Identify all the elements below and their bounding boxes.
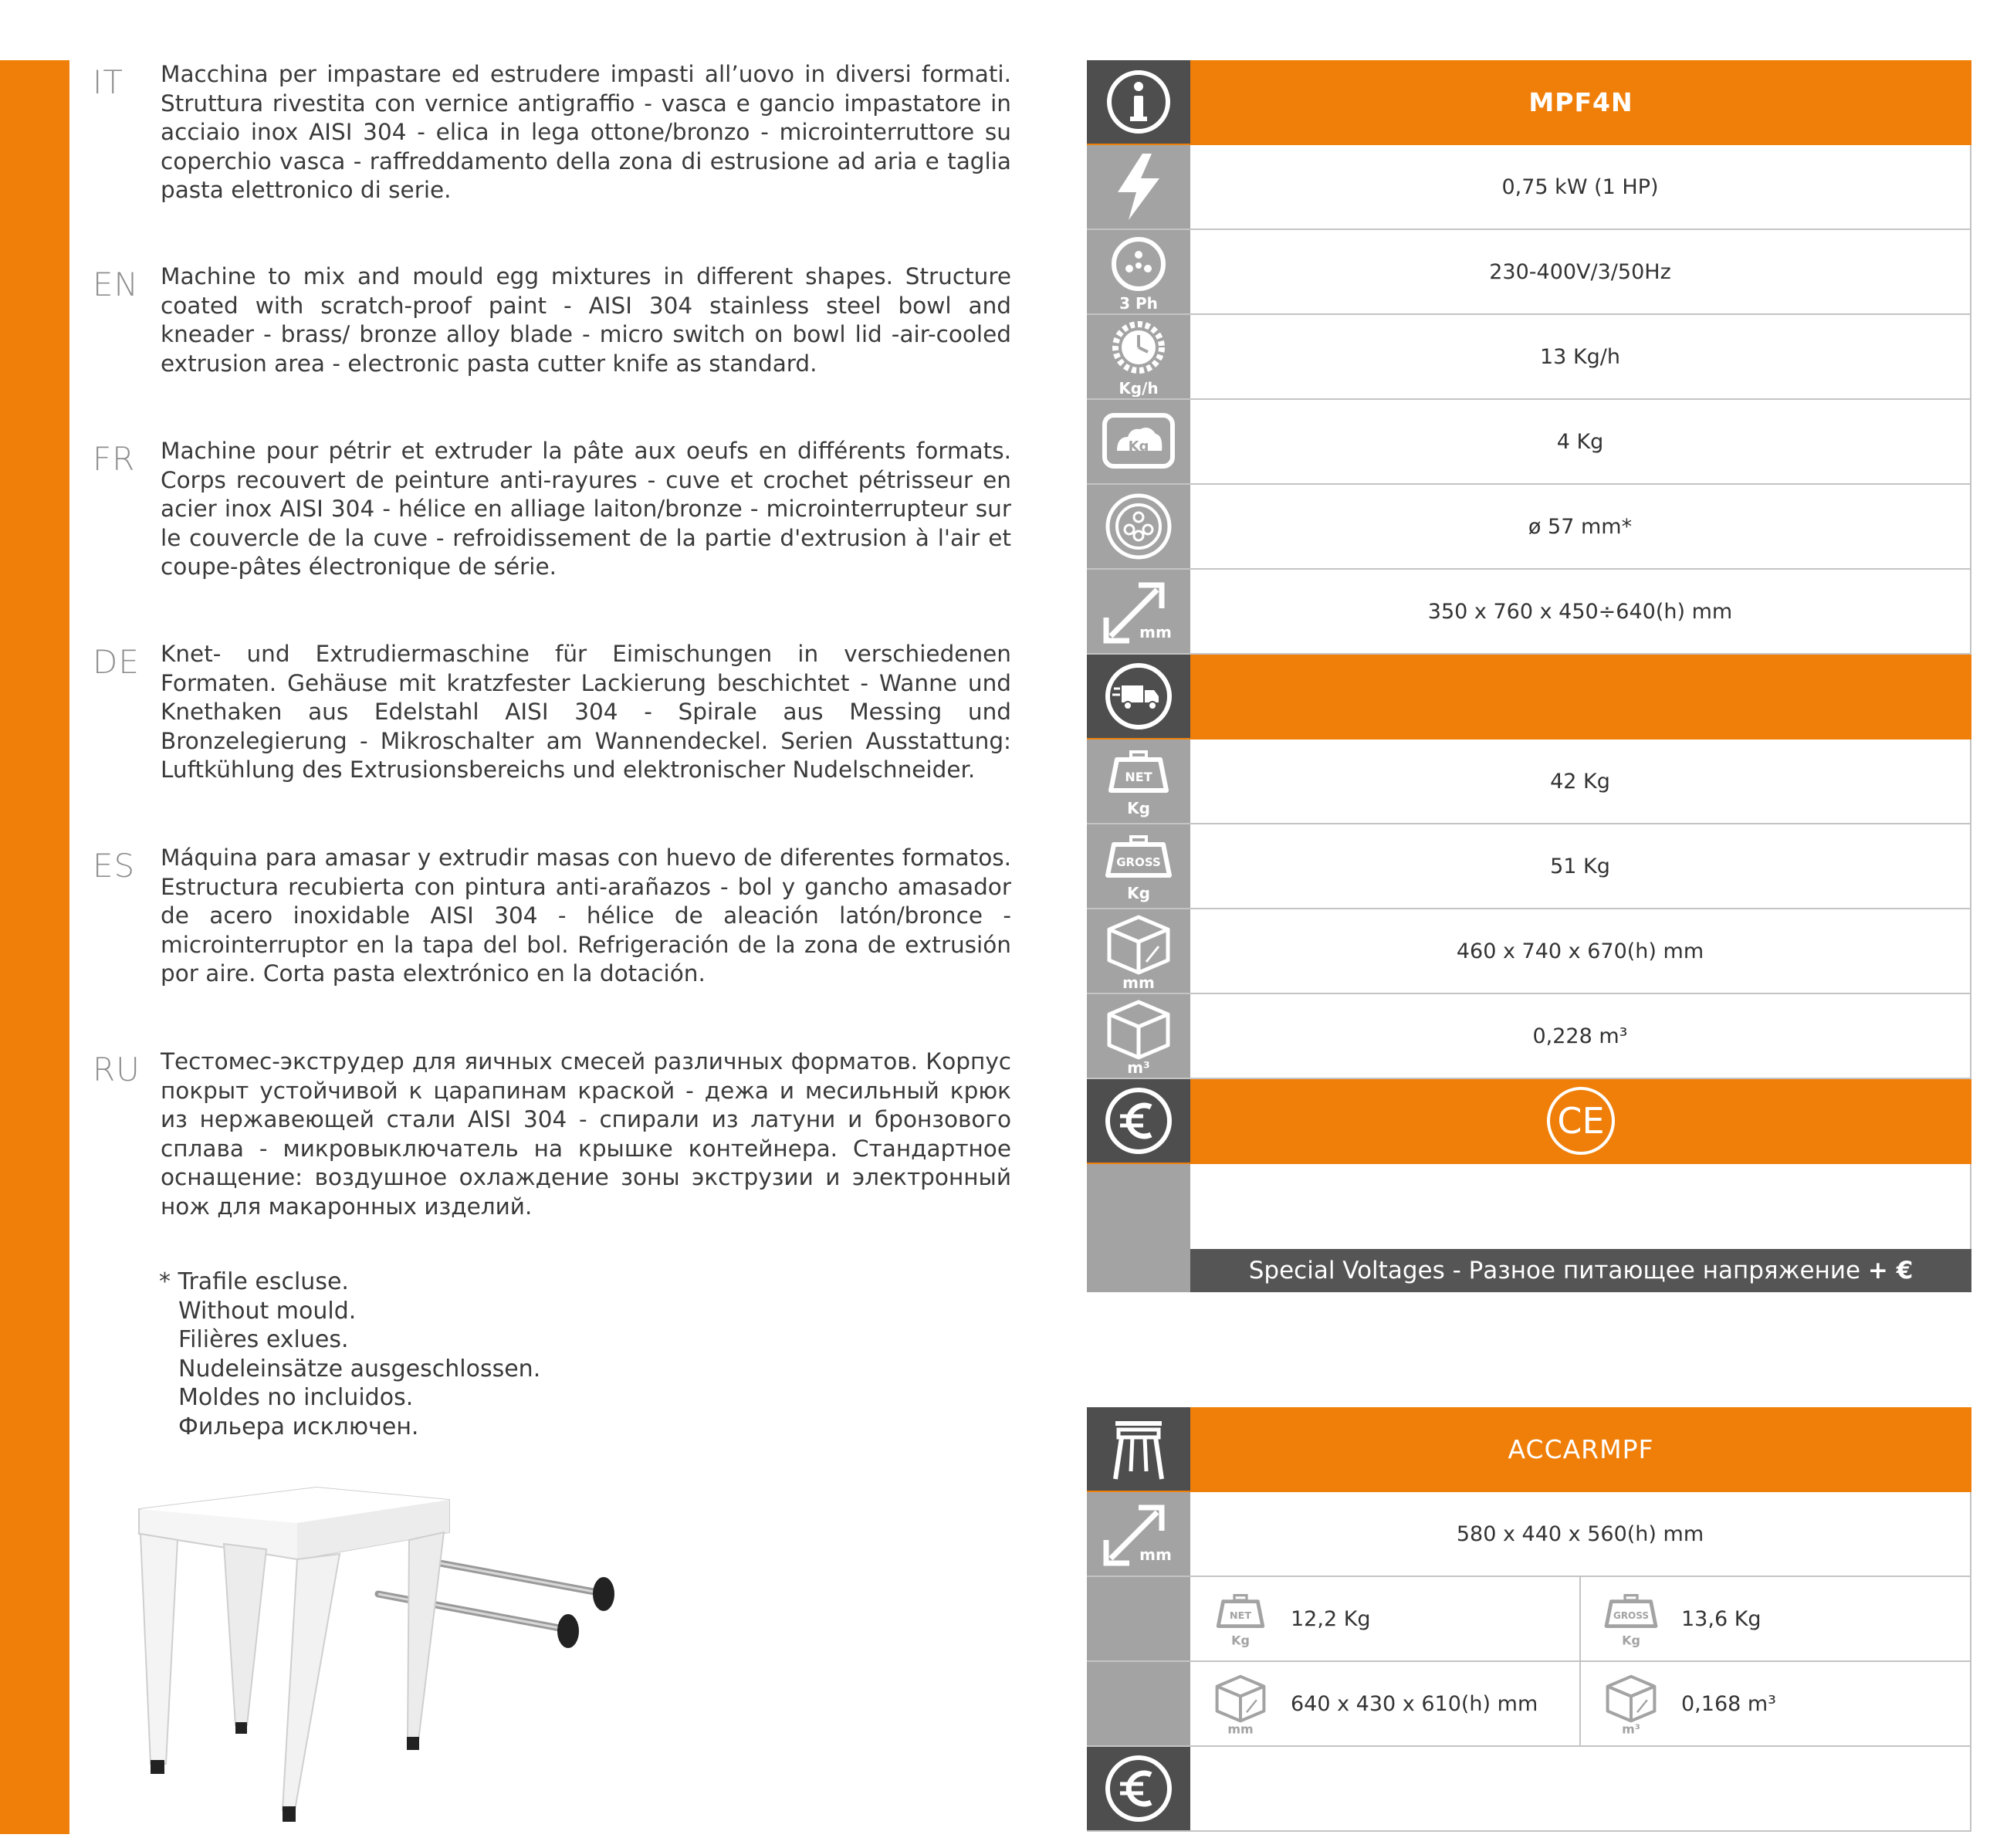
capacity-value: 4 Kg [1190, 400, 1971, 483]
icon-label: Kg/h [1119, 379, 1159, 397]
gross-weight-row [1087, 824, 1971, 909]
packing-value: 460 x 740 x 670(h) mm [1190, 909, 1971, 993]
power-value: 0,75 kW (1 HP) [1190, 145, 1971, 228]
description-it [93, 60, 1011, 205]
stand-product-image [131, 1478, 625, 1833]
accessory-volume-value: 0,168 m³ [1681, 1691, 1777, 1716]
description-text: Macchina per impastare ed estrudere impasti all’uovo in diversi formati. Struttura rivestita con vernice antigraffio - vasca e gancio impastatore in acciaio inox AISI 304 - elica in lega ottone/bronzo - microinterruttore su coperchio vasca - raffreddamento della zona di estrusione ad aria e taglia pasta elettronico di serie. [161, 61, 1011, 203]
die-value: ø 57 mm* [1190, 485, 1971, 568]
icon-label: mm [1227, 1721, 1254, 1737]
description-es [93, 844, 1011, 989]
lang-code: DE [93, 643, 140, 681]
ce-mark [1190, 1079, 1971, 1163]
icon-label: NET [1229, 1610, 1252, 1622]
description-text: Тестомес-экструдер для яичных смесей различных форматов. Корпус покрыт устойчивой к царапинам краской - дежа и месильный крюк из нержавеющей стали AISI 304 - спирали из латуни и бронзового сплава - микровыключатель на крышке контейнера. Стандартное оснащение: воздушное охлаждение зоны экструзии и электронный нож для макаронных изделий. [161, 1048, 1011, 1220]
packing-row [1087, 909, 1971, 994]
icon-label: Kg [1128, 438, 1149, 455]
special-voltages-suffix: + € [1867, 1257, 1914, 1284]
icon-label: 3 Ph [1119, 294, 1158, 312]
icon-label: Kg [1127, 799, 1150, 817]
net-weight-value: 42 Kg [1190, 740, 1971, 823]
accessory-table [1087, 1407, 1971, 1832]
lightning-icon [1087, 145, 1190, 228]
lang-code: RU [93, 1051, 140, 1088]
footnote-line: Nudeleinsätze ausgeschlossen. [178, 1355, 541, 1383]
lang-code: EN [93, 266, 139, 303]
description-text: Máquina para amasar y extrudir masas con huevo de diferentes formatos. Estructura recubierta con pintura anti-arañazos - bol y gancho amasador de acero inoxidable AISI 304 - hélice de aleación latón/bronce - microinterruptor en la tapa del bol. Refrigeración de la zona de extrusión por aire. Corta pasta elextrónico en la dotación. [161, 844, 1011, 987]
dimensions-row [1087, 570, 1971, 655]
gear-clock-icon [1087, 315, 1190, 398]
gross-weight-icon [1581, 1582, 1681, 1655]
stand-icon [1087, 1407, 1190, 1491]
capacity-row [1087, 400, 1971, 485]
description-text: Machine to mix and mould egg mixtures in different shapes. Structure coated with scratch-proof paint - AISI 304 stainless steel bowl and kneader - brass/ bronze alloy blade - micro switch on bowl lid -air-cooled extrusion area - electronic pasta cutter knife as standard. [161, 263, 1011, 377]
dimensions-arrow-icon [1087, 570, 1190, 653]
shipping-header [1190, 655, 1971, 738]
icon-label: m³ [1622, 1721, 1640, 1737]
icon-label: Kg [1231, 1633, 1250, 1648]
price-row [1087, 1164, 1971, 1249]
icon-label: GROSS [1116, 855, 1161, 869]
plug-3ph-icon [1087, 230, 1190, 313]
icon-label: m³ [1127, 1058, 1150, 1076]
accessory-weights-row [1087, 1577, 1971, 1662]
icon-label: GROSS [1613, 1610, 1650, 1621]
gross-weight-icon [1087, 824, 1190, 908]
icon-label: Kg [1127, 884, 1150, 902]
model-row [1087, 60, 1971, 145]
box-volume-icon [1581, 1667, 1681, 1740]
accessory-packing-value: 640 x 430 x 610(h) mm [1291, 1691, 1538, 1716]
footnote-line: Moldes no incluidos. [178, 1384, 414, 1411]
ce-label: CE [1557, 1100, 1605, 1142]
accessory-model-row [1087, 1407, 1971, 1492]
description-en [93, 262, 1011, 378]
net-weight-icon [1087, 740, 1190, 823]
die-disc-icon [1087, 485, 1190, 568]
accessory-dimensions-value: 580 x 440 x 560(h) mm [1190, 1492, 1971, 1576]
lang-code: ES [93, 847, 136, 885]
footnote-line: Filières exlues. [178, 1326, 349, 1353]
footnote [159, 1268, 540, 1441]
accessory-price-row [1087, 1747, 1971, 1832]
volume-row [1087, 994, 1971, 1079]
description-de [93, 640, 1011, 785]
footnote-line: * Trafile escluse. [159, 1268, 349, 1295]
voltage-value: 230-400V/3/50Hz [1190, 230, 1971, 313]
price-value [1190, 1164, 1971, 1249]
box-volume-icon [1087, 994, 1190, 1078]
accessory-packing-cell [1190, 1662, 1581, 1745]
accessory-gross-cell [1581, 1577, 1971, 1660]
dimensions-value: 350 x 760 x 450÷640(h) mm [1190, 570, 1971, 653]
volume-value: 0,228 m³ [1190, 994, 1971, 1078]
accessory-volume-cell [1581, 1662, 1971, 1745]
output-value: 13 Kg/h [1190, 315, 1971, 398]
icon-label: mm [1139, 623, 1172, 641]
icon-label: mm [1122, 973, 1155, 991]
accessory-dimensions-row [1087, 1492, 1971, 1577]
box-dimensions-icon [1087, 909, 1190, 993]
description-fr [93, 437, 1011, 582]
output-row [1087, 315, 1971, 400]
accessory-price-value [1190, 1747, 1971, 1830]
shipping-header-row [1087, 655, 1971, 740]
accessory-model-name: ACCARMPF [1508, 1433, 1654, 1464]
euro-icon [1087, 1079, 1190, 1163]
gross-weight-value: 51 Kg [1190, 824, 1971, 908]
net-weight-icon [1190, 1582, 1291, 1655]
accessory-net-weight-value: 12,2 Kg [1291, 1606, 1371, 1631]
dimensions-arrow-icon [1087, 1492, 1190, 1576]
icon-label: mm [1139, 1545, 1172, 1564]
voltage-row [1087, 230, 1971, 315]
special-voltages-label: Special Voltages - Разное питающее напряжение [1248, 1257, 1861, 1284]
price-header-row [1087, 1079, 1971, 1164]
side-accent-bar [0, 60, 69, 1834]
description-ru [93, 1048, 1011, 1221]
lang-code: IT [93, 63, 124, 101]
accessory-gross-weight-value: 13,6 Kg [1681, 1606, 1762, 1631]
box-dimensions-icon [1190, 1667, 1291, 1740]
description-text: Knet- und Extrudiermaschine für Eimischungen in verschiedenen Formaten. Gehäuse mit kratzfester Lackierung beschichtet - Wanne und Knethaken aus Edelstahl AISI 304 - Spirale aus Messing und Bronzelegierung - Mikroschalter am Wannendeckel. Serien Ausstattung: Luftkühlung des Extrusionsbereichs und elektronischer Nudelschneider. [161, 641, 1011, 783]
accessory-net-cell [1190, 1577, 1581, 1660]
info-icon [1087, 60, 1190, 144]
power-row [1087, 145, 1971, 230]
special-voltages-strip [1087, 1249, 1971, 1292]
spec-table [1087, 60, 1971, 1292]
model-name: MPF4N [1528, 86, 1633, 117]
die-row [1087, 485, 1971, 570]
icon-label: Kg [1622, 1633, 1640, 1648]
footnote-line: Фильера исключен. [178, 1413, 419, 1440]
net-weight-row [1087, 740, 1971, 824]
bowl-capacity-icon [1087, 400, 1190, 483]
accessory-packing-row [1087, 1662, 1971, 1747]
icon-label: NET [1125, 770, 1152, 784]
description-text: Machine pour pétrir et extruder la pâte aux oeufs en différents formats. Corps recouvert de peinture anti-rayures - cuve et crochet pétrisseur en acier inox AISI 304 - hélice en alliage laiton/bronze - microinterrupteur sur le couvercle de la cuve - refroidissement de la partie d'extrusion à l'air et coupe-pâtes électronique de série. [161, 438, 1011, 580]
footnote-line: Without mould. [178, 1297, 357, 1325]
euro-icon [1087, 1747, 1190, 1830]
lang-code: FR [93, 440, 136, 478]
truck-icon [1087, 655, 1190, 738]
